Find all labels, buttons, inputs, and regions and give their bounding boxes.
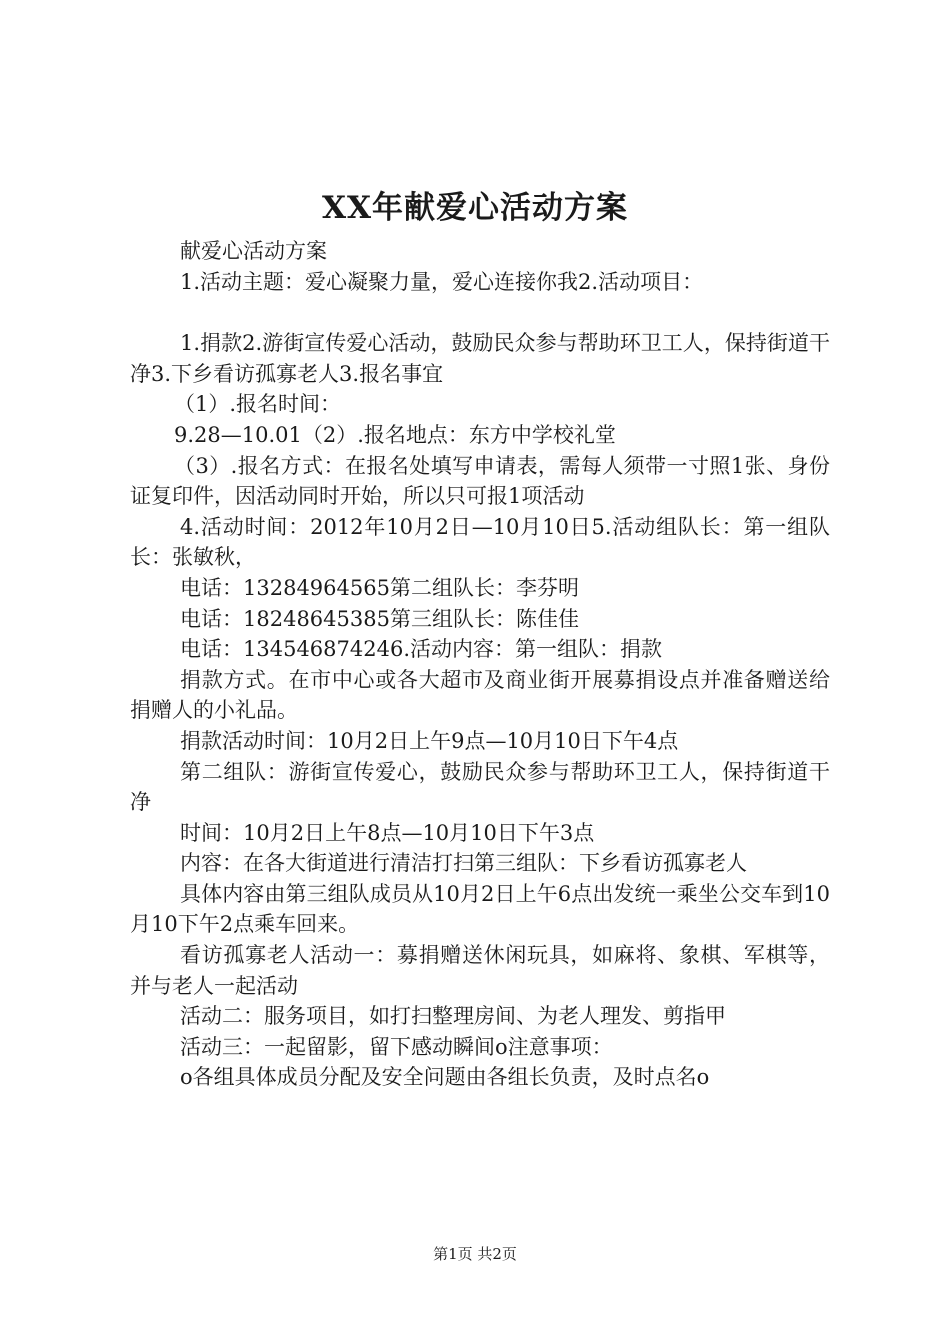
- paragraph-team-2: 第二组队：游街宣传爱心，鼓励民众参与帮助环卫工人，保持街道干净: [130, 759, 830, 815]
- paragraph-signup-time: （1）.报名时间：: [174, 392, 342, 417]
- paragraph-phone-3: 电话：134546874246.活动内容：第一组队：捐款: [180, 637, 663, 662]
- paragraph-notes: o各组具体成员分配及安全问题由各组长负责，及时点名o: [180, 1065, 710, 1090]
- paragraph-team-3-details: 具体内容由第三组队成员从10月2日上午6点出发统一乘坐公交车到10月10下午2点乘车回来。: [130, 881, 830, 937]
- document-title: XX年献爱心活动方案: [321, 190, 629, 226]
- paragraph-activity-1: 看访孤寡老人活动一：募捐赠送休闲玩具，如麻将、象棋、军棋等，并与老人一起活动: [130, 943, 830, 998]
- page-number: 第1页 共2页: [433, 1245, 517, 1263]
- paragraph-activity-2: 活动二：服务项目，如打扫整理房间、为老人理发、剪指甲: [180, 1004, 726, 1029]
- paragraph-team-2-time: 时间：10月2日上午8点—10月10日下午3点: [180, 820, 595, 845]
- paragraph-signup-method: （3）.报名方式：在报名处填写申请表，需每人须带一寸照1张、身份证复印件，因活动同时开始，所以只可报1项活动: [130, 453, 830, 509]
- paragraph-team-2-content: 内容：在各大街道进行清洁打扫第三组队：下乡看访孤寡老人: [180, 851, 747, 876]
- paragraph-phone-2: 电话：18248645385第三组队长：陈佳佳: [180, 606, 579, 631]
- paragraph-heading: 献爱心活动方案: [180, 239, 327, 263]
- paragraph-donation-method: 捐款方式。在市中心或各大超市及商业街开展募捐设点并准备赠送给捐赠人的小礼品。: [130, 667, 830, 723]
- paragraph-theme: 1.活动主题：爱心凝聚力量，爱心连接你我2.活动项目：: [180, 269, 704, 294]
- document-body: [130, 236, 830, 1093]
- paragraph-donation-time: 捐款活动时间：10月2日上午9点—10月10日下午4点: [180, 728, 679, 753]
- paragraph-activity-time: 4.活动时间：2012年10月2日—10月10日5.活动组队长：第一组队长：张敏秋，: [130, 514, 830, 570]
- paragraph-phone-1: 电话：13284964565第二组队长：李芬明: [180, 575, 579, 600]
- paragraph-projects: 1.捐款2.游街宣传爱心活动，鼓励民众参与帮助环卫工人，保持街道干净3.下乡看访孤寡老人3.报名事宜: [130, 331, 830, 386]
- paragraph-activity-3: 活动三：一起留影，留下感动瞬间o注意事项：: [180, 1034, 613, 1059]
- paragraph-signup-place: 9.28—10.01（2）.报名地点：东方中学校礼堂: [174, 422, 616, 447]
